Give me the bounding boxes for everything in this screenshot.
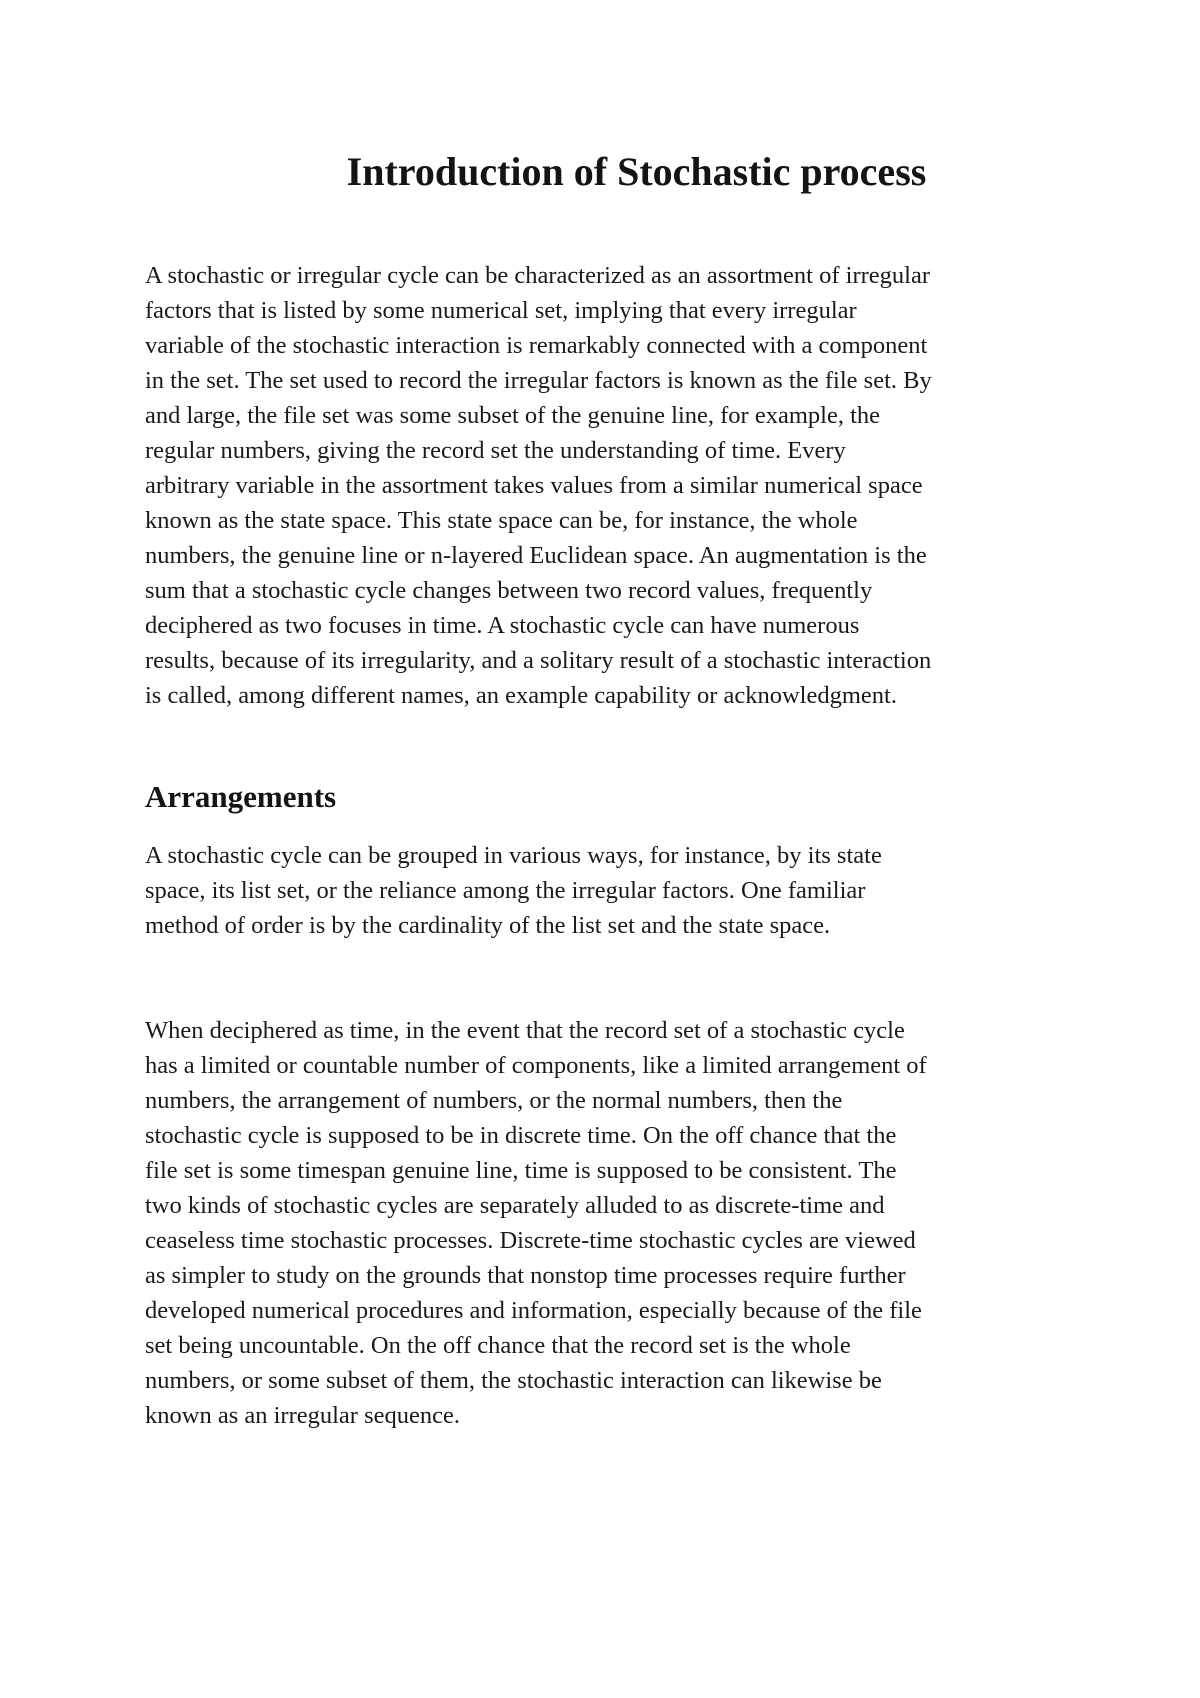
paragraph-line: and large, the file set was some subset of the genuine line, for example, the bbox=[145, 402, 880, 429]
arrangements-paragraph bbox=[145, 838, 882, 943]
paragraph-line: numbers, the arrangement of numbers, or the normal numbers, then the bbox=[145, 1087, 843, 1114]
paragraph-line: method of order is by the cardinality of the list set and the state space. bbox=[145, 912, 831, 939]
paragraph-line: numbers, or some subset of them, the stochastic interaction can likewise be bbox=[145, 1367, 882, 1394]
paragraph-line: set being uncountable. On the off chance that the record set is the whole bbox=[145, 1332, 851, 1359]
paragraph-line: in the set. The set used to record the irregular factors is known as the file set. By bbox=[145, 367, 932, 394]
paragraph-line: sum that a stochastic cycle changes between two record values, frequently bbox=[145, 577, 873, 604]
paragraph-line: deciphered as two focuses in time. A stochastic cycle can have numerous bbox=[145, 612, 860, 639]
intro-paragraph bbox=[145, 258, 932, 713]
paragraph-line: results, because of its irregularity, and a solitary result of a stochastic interaction bbox=[145, 647, 932, 674]
page-title: Introduction of Stochastic process bbox=[346, 149, 927, 194]
paragraph-line: file set is some timespan genuine line, time is supposed to be consistent. The bbox=[145, 1157, 897, 1184]
paragraph-line: has a limited or countable number of components, like a limited arrangement of bbox=[145, 1052, 927, 1079]
paragraph-line: A stochastic cycle can be grouped in various ways, for instance, by its state bbox=[145, 842, 882, 869]
paragraph-line: arbitrary variable in the assortment takes values from a similar numerical space bbox=[145, 472, 923, 499]
paragraph-line: When deciphered as time, in the event that the record set of a stochastic cycle bbox=[145, 1017, 905, 1044]
paragraph-line: known as an irregular sequence. bbox=[145, 1402, 460, 1429]
paragraph-line: as simpler to study on the grounds that nonstop time processes require further bbox=[145, 1262, 906, 1289]
paragraph-line: space, its list set, or the reliance among the irregular factors. One familiar bbox=[145, 877, 866, 904]
paragraph-line: numbers, the genuine line or n-layered Euclidean space. An augmentation is the bbox=[145, 542, 927, 569]
paragraph-line: variable of the stochastic interaction is remarkably connected with a component bbox=[145, 332, 928, 359]
paragraph-line: factors that is listed by some numerical set, implying that every irregular bbox=[145, 297, 857, 324]
paragraph-line: developed numerical procedures and information, especially because of the file bbox=[145, 1297, 922, 1324]
paragraph-line: known as the state space. This state space can be, for instance, the whole bbox=[145, 507, 858, 534]
section-heading-arrangements: Arrangements bbox=[145, 779, 337, 814]
paragraph-line: regular numbers, giving the record set the understanding of time. Every bbox=[145, 437, 846, 464]
paragraph-line: stochastic cycle is supposed to be in discrete time. On the off chance that the bbox=[145, 1122, 897, 1149]
paragraph-line: two kinds of stochastic cycles are separately alluded to as discrete-time and bbox=[145, 1192, 885, 1219]
paragraph-line: ceaseless time stochastic processes. Discrete-time stochastic cycles are viewed bbox=[145, 1227, 916, 1254]
paragraph-line: is called, among different names, an example capability or acknowledgment. bbox=[145, 682, 897, 709]
time-paragraph bbox=[145, 1013, 927, 1433]
paragraph-line: A stochastic or irregular cycle can be characterized as an assortment of irregular bbox=[145, 262, 930, 289]
